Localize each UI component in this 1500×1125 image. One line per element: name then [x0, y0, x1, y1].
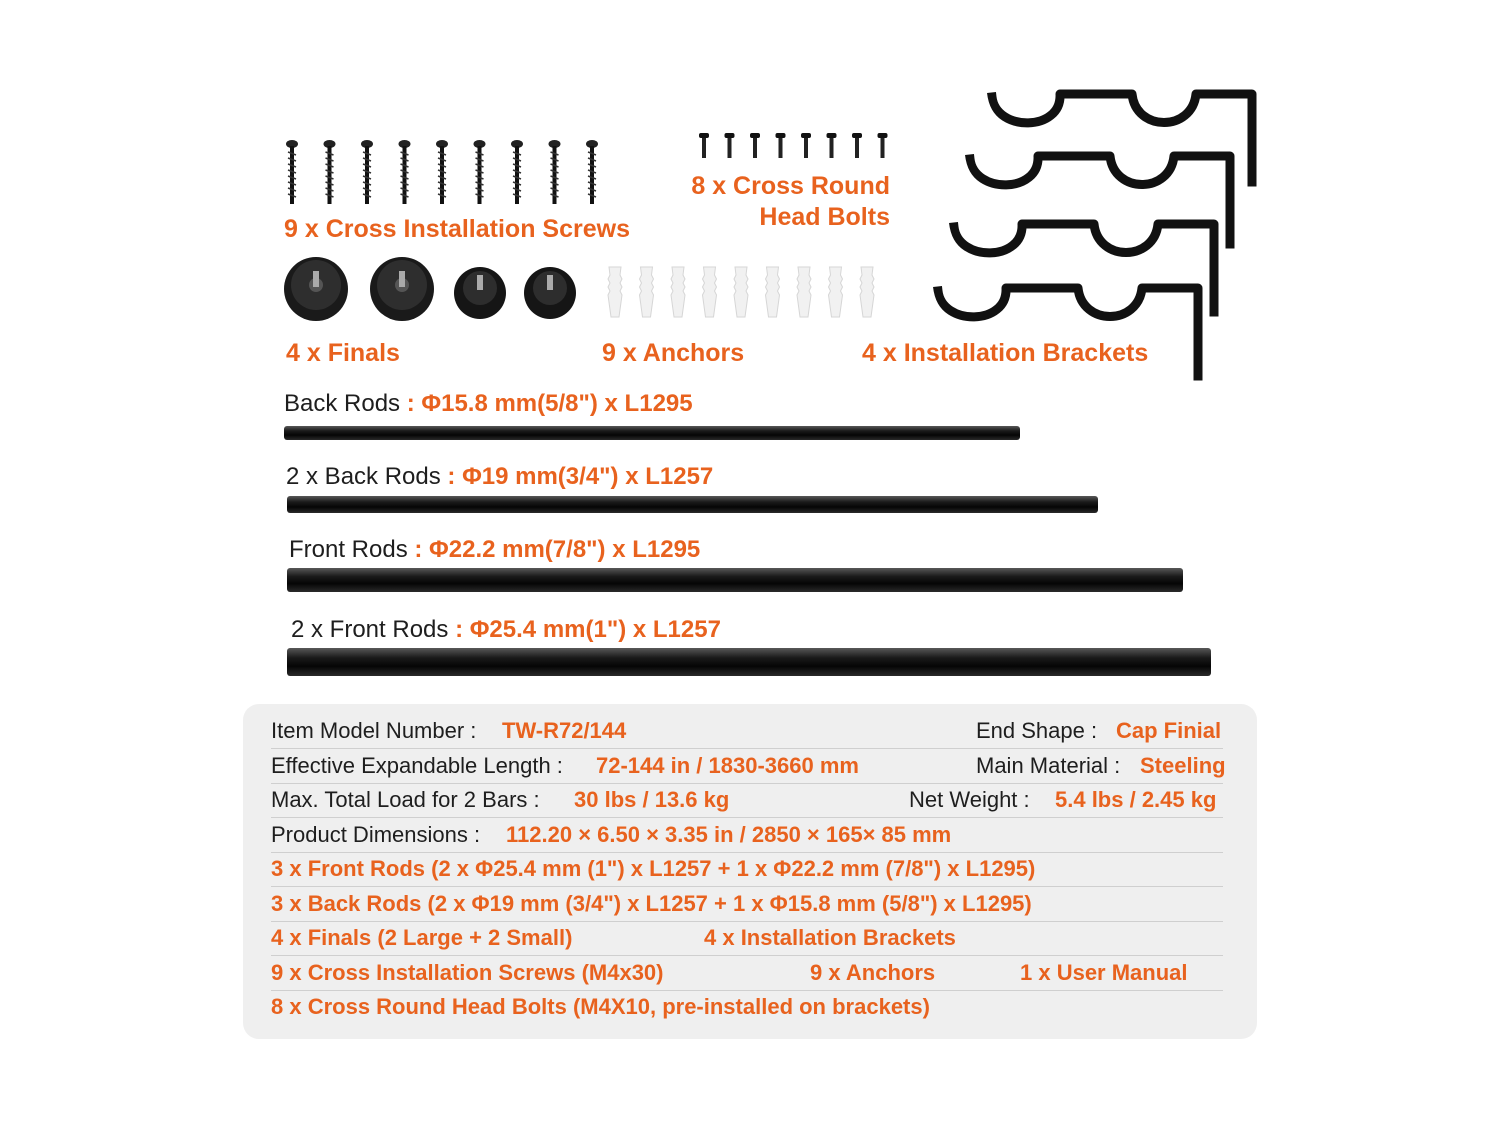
spec-row-load — [271, 783, 1223, 818]
rod-2-name: 2 x Back Rods — [286, 463, 441, 490]
spec-row-front-rods — [271, 852, 1223, 887]
back-rod-small — [284, 426, 1020, 440]
screws-text: 9 x Cross Installation Screws (M4x30) — [271, 960, 664, 985]
anchor-icon — [860, 267, 874, 317]
anchor-icon — [671, 267, 685, 317]
bolt-icon — [852, 133, 862, 158]
screw-icon — [586, 140, 598, 204]
rod-3-spec: Φ22.2 mm(7/8") x L1295 — [429, 536, 701, 563]
screws-label: 9 x Cross Installation Screws — [284, 215, 630, 243]
rod-2-title — [286, 463, 713, 491]
back-rods-text: 3 x Back Rods (2 x Φ19 mm (3/4") x L1257 + 1 x Φ15.8 mm (5/8") x L1295) — [271, 891, 1032, 916]
back-rod-large — [287, 496, 1098, 513]
anchor-icon — [766, 267, 780, 317]
anchors-text: 9 x Anchors — [810, 960, 936, 985]
screw-icon — [399, 140, 411, 204]
load-value: 30 lbs / 13.6 kg — [574, 787, 730, 812]
rod-1-title — [284, 390, 693, 418]
brackets-text: 4 x Installation Brackets — [704, 925, 956, 950]
bolt-icon — [725, 133, 735, 158]
anchors-illustration — [600, 265, 890, 325]
rod-4-title — [291, 616, 721, 644]
specs-panel — [243, 704, 1257, 1039]
bolt-icon — [878, 133, 888, 158]
bolt-icon — [776, 133, 786, 158]
finals-illustration — [282, 255, 582, 325]
rod-4-sep: : — [448, 616, 470, 643]
rod-2-sep: : — [440, 463, 463, 490]
rod-4-spec: Φ25.4 mm(1") x L1257 — [469, 616, 721, 643]
model-value: TW-R72/144 — [502, 718, 627, 743]
screw-icon — [286, 140, 298, 204]
spec-row-screws — [271, 956, 1223, 991]
anchor-icon — [797, 267, 811, 317]
weight-value: 5.4 lbs / 2.45 kg — [1055, 787, 1217, 812]
final-small-2 — [524, 267, 576, 319]
bolts-label-line2: Head Bolts — [759, 203, 890, 231]
screw-icon — [436, 140, 448, 204]
length-label: Effective Expandable Length : — [271, 753, 563, 778]
length-value: 72-144 in / 1830-3660 mm — [596, 753, 859, 778]
material-value: Steeling — [1140, 753, 1226, 778]
front-rod-small — [287, 568, 1183, 592]
spec-row-bolts — [271, 990, 1223, 1024]
bolt-icon — [750, 133, 760, 158]
rod-3-name: Front Rods — [289, 536, 408, 563]
screw-icon — [474, 140, 486, 204]
final-large-2 — [370, 257, 434, 321]
end-shape-label: End Shape : — [976, 718, 1098, 743]
screws-illustration — [280, 138, 620, 208]
spec-row-length — [271, 749, 1226, 784]
weight-label: Net Weight : — [909, 787, 1030, 812]
front-rod-large — [287, 648, 1211, 676]
bolts-illustration — [696, 133, 896, 163]
rod-1-sep: : — [400, 390, 422, 417]
anchor-icon — [829, 267, 843, 317]
dims-value: 112.20 × 6.50 × 3.35 in / 2850 × 165× 85 mm — [506, 822, 952, 847]
finals-text: 4 x Finals (2 Large + 2 Small) — [271, 925, 573, 950]
rod-2-spec: Φ19 mm(3/4") x L1257 — [462, 463, 714, 490]
final-large-1 — [284, 257, 348, 321]
manual-text: 1 x User Manual — [1020, 960, 1188, 985]
spec-row-model — [271, 714, 1223, 749]
anchor-icon — [703, 267, 717, 317]
bolts-label-line1: 8 x Cross Round — [691, 172, 890, 200]
material-label: Main Material : — [976, 753, 1121, 778]
anchor-icon — [734, 267, 748, 317]
rod-1-spec: Φ15.8 mm(5/8") x L1295 — [421, 390, 693, 417]
screw-icon — [361, 140, 373, 204]
dims-label: Product Dimensions : — [271, 822, 481, 847]
model-label: Item Model Number : — [271, 718, 477, 743]
screw-icon — [511, 140, 523, 204]
finals-label: 4 x Finals — [286, 339, 400, 367]
brackets-illustration — [930, 82, 1250, 382]
spec-row-finals — [271, 921, 1223, 956]
bolts-text: 8 x Cross Round Head Bolts (M4X10, pre-installed on brackets) — [271, 994, 930, 1019]
screw-icon — [324, 140, 336, 204]
bolt-icon — [827, 133, 837, 158]
front-rods-text: 3 x Front Rods (2 x Φ25.4 mm (1") x L1257 + 1 x Φ22.2 mm (7/8") x L1295) — [271, 856, 1036, 881]
brackets-label: 4 x Installation Brackets — [862, 339, 1149, 367]
screw-icon — [549, 140, 561, 204]
final-small-1 — [454, 267, 506, 319]
bolt-icon — [699, 133, 709, 158]
anchor-icon — [608, 267, 622, 317]
rod-4-name: 2 x Front Rods — [291, 616, 449, 643]
spec-row-back-rods — [271, 887, 1223, 922]
end-shape-value: Cap Finial — [1116, 718, 1222, 743]
load-label: Max. Total Load for 2 Bars : — [271, 787, 540, 812]
rod-3-title — [289, 536, 700, 564]
anchor-icon — [640, 267, 654, 317]
bolt-icon — [801, 133, 811, 158]
anchors-label: 9 x Anchors — [602, 339, 745, 367]
rod-1-name: Back Rods — [284, 390, 401, 417]
rod-3-sep: : — [407, 536, 430, 563]
spec-row-dimensions — [271, 818, 1223, 853]
